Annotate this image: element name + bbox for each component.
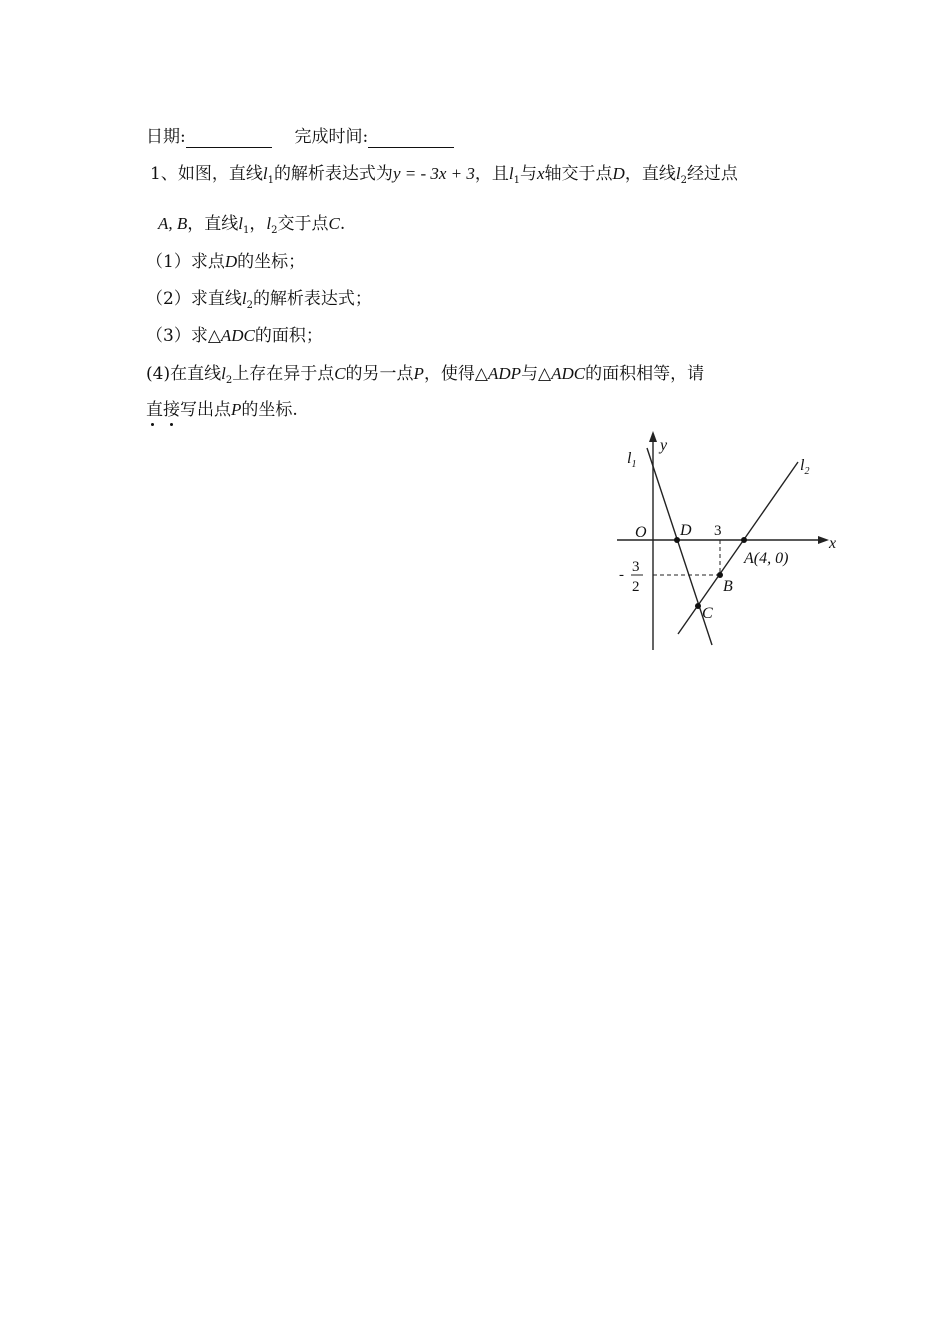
point-c: C xyxy=(334,364,346,383)
l2-label: $l_2$ xyxy=(800,457,810,477)
problem-text: . xyxy=(339,214,346,234)
l2-sub: 2 xyxy=(271,225,278,236)
q4-text: 与△ xyxy=(521,364,552,384)
points-ab: A, B xyxy=(158,214,188,233)
problem-text: ，直线 xyxy=(187,214,239,234)
d-label: D xyxy=(680,522,692,539)
y-axis-arrow xyxy=(649,431,657,442)
l2-symbol: l xyxy=(241,289,247,308)
problem-text: 与 xyxy=(520,164,537,184)
x-axis-arrow xyxy=(818,536,829,544)
header-line xyxy=(146,126,454,148)
equation: y = - 3x + 3 xyxy=(392,164,475,183)
problem-text: 如图，直线 xyxy=(177,164,263,184)
question-3 xyxy=(146,325,323,347)
l2-symbol: l xyxy=(266,214,272,233)
triangle-adc: ADC xyxy=(220,326,255,345)
q4-text: (4)在直线 xyxy=(146,364,222,384)
l2-sub: 2 xyxy=(246,300,253,311)
triangle-adp: ADP xyxy=(488,364,522,383)
emphasis-dot xyxy=(170,423,173,426)
question-4 xyxy=(146,363,704,392)
frac-denominator: 2 xyxy=(632,579,640,595)
l2-symbol: l xyxy=(675,164,681,183)
frac-minus: - xyxy=(619,567,624,583)
point-d: D xyxy=(224,252,238,271)
q4-text: 上存在异于点 xyxy=(232,364,335,384)
problem-text: 交于点 xyxy=(277,214,329,234)
point-p: P xyxy=(231,400,242,419)
tick-3-label: 3 xyxy=(714,523,722,539)
l2-symbol: l xyxy=(221,364,226,383)
q4-text: 的面积相等，请 xyxy=(585,364,705,384)
emphasis-dot xyxy=(151,423,154,426)
q4-text: 直接写出点 xyxy=(146,400,231,420)
problem-number: 1、 xyxy=(150,164,178,184)
problem-text: 轴交于点 xyxy=(544,164,613,184)
q2-text: 的解析表达式； xyxy=(252,289,372,309)
q4-text: ，使得△ xyxy=(423,364,489,384)
problem-text: 的解析表达式为 xyxy=(273,164,393,184)
problem-text: ，直线 xyxy=(624,164,676,184)
date-label: 日期: xyxy=(146,127,186,147)
q4-text: 的坐标. xyxy=(241,400,298,420)
q2-text: （2）求直线 xyxy=(146,289,242,309)
point-c: C xyxy=(328,214,340,233)
question-1 xyxy=(146,251,305,273)
triangle-adc: ADC xyxy=(551,364,586,383)
l1-label: $l_1$ xyxy=(627,450,637,470)
l2-sub: 2 xyxy=(680,175,687,186)
x-var: x xyxy=(537,164,545,183)
point-p: P xyxy=(413,364,424,383)
q1-text: 的坐标； xyxy=(237,252,306,272)
frac-numerator: 3 xyxy=(632,559,640,575)
x-axis-label: x xyxy=(829,535,837,552)
problem-line-1 xyxy=(150,163,738,192)
time-label: 完成时间: xyxy=(294,127,369,147)
b-label: B xyxy=(723,578,733,595)
a-label: A(4, 0) xyxy=(744,550,789,567)
l2-sub: 2 xyxy=(225,375,233,386)
point-c-dot xyxy=(695,603,701,609)
l1-symbol: l xyxy=(262,164,268,183)
date-blank xyxy=(186,131,272,148)
l1-sub: 1 xyxy=(513,175,520,186)
coordinate-figure xyxy=(605,428,845,658)
time-blank xyxy=(368,131,454,148)
l1-symbol: l xyxy=(238,214,244,233)
problem-text: ，且 xyxy=(474,164,509,184)
l1-sub: 1 xyxy=(243,225,250,236)
q3-text: 的面积； xyxy=(254,326,323,346)
problem-text: ， xyxy=(249,214,267,234)
q3-text: （3）求△ xyxy=(146,326,221,346)
origin-label: O xyxy=(635,524,647,541)
l1-symbol: l xyxy=(508,164,514,183)
problem-text: 经过点 xyxy=(686,164,738,184)
q4-text: 的另一点 xyxy=(345,364,414,384)
point-d: D xyxy=(612,164,625,183)
c-label: C xyxy=(702,605,713,622)
l1-sub: 1 xyxy=(267,175,274,186)
y-axis-label: y xyxy=(660,437,668,454)
question-4-line-2 xyxy=(146,399,298,421)
problem-line-2 xyxy=(158,213,345,242)
question-2 xyxy=(146,288,372,317)
point-a-dot xyxy=(741,537,747,543)
q1-text: （1）求点 xyxy=(146,252,225,272)
